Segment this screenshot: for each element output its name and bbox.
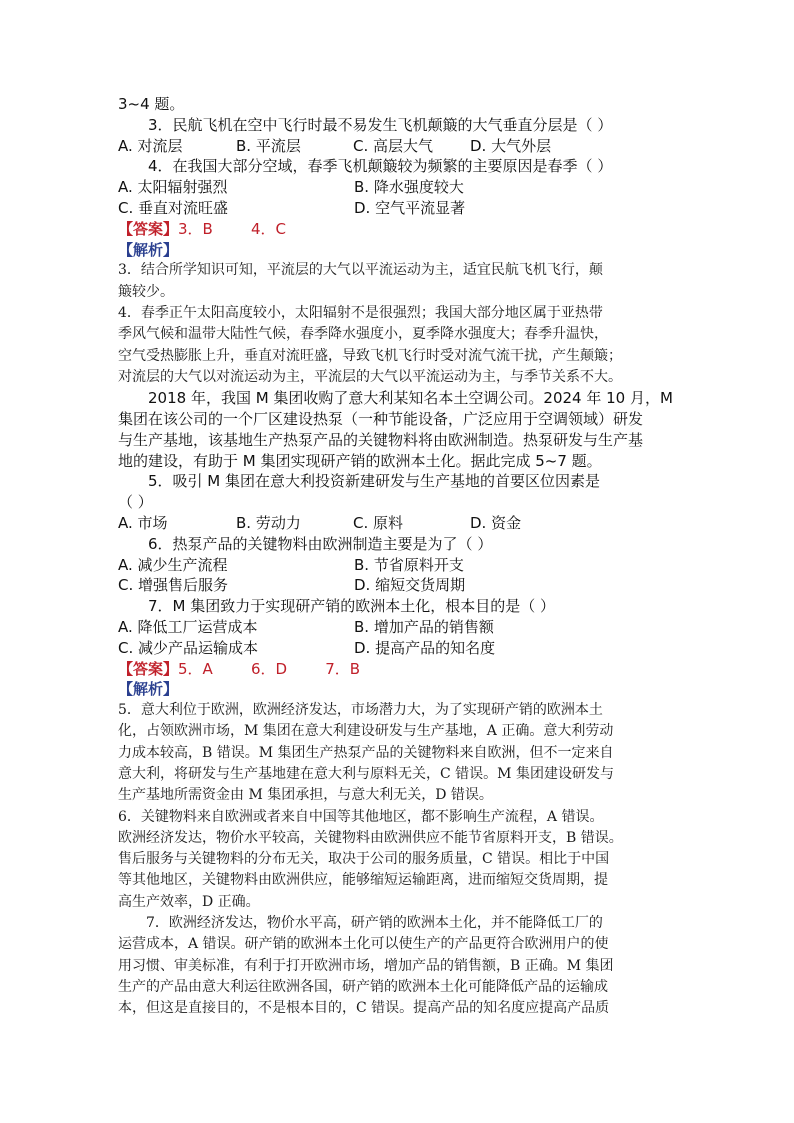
question-7-stem: 7．M 集团致力于实现研产销的欧洲本土化，根本目的是（ ）	[148, 597, 556, 616]
answer-tag: 【答案】	[118, 659, 179, 678]
document-content	[118, 94, 684, 1020]
q4-option-a: A. 太阳辐射强烈	[118, 178, 228, 197]
material-line: 集团在该公司的一个厂区建设热泵（一种节能设备，广泛应用于空调领域）研发	[118, 409, 644, 428]
q7-option-c: C. 减少产品运输成本	[118, 638, 259, 657]
explanation-line: 意大利，将研发与生产基地建在意大利与原料无关，C 错误。M 集团建设研发与	[118, 766, 614, 782]
explanation-1	[118, 260, 684, 388]
q7-option-d: D. 提高产品的知名度	[354, 638, 496, 657]
explanation-line: 空气受热膨胀上升，垂直对流旺盛，导致飞机飞行时受对流气流干扰，产生颠簸；	[118, 347, 622, 364]
q5-option-d: D. 资金	[470, 513, 522, 532]
question-5-stem: 5．吸引 M 集团在意大利投资新建研发与生产基地的首要区位因素是	[148, 472, 601, 491]
q4-option-c: C. 垂直对流旺盛	[118, 198, 229, 217]
q6-option-c: C. 增强售后服务	[118, 576, 229, 595]
explanation-line: 化，占领欧洲市场，M 集团在意大利建设研发与生产基地，A 正确。意大利劳动	[118, 723, 614, 740]
q4-option-d: D. 空气平流显著	[354, 198, 466, 217]
question-7-options-row1	[118, 617, 684, 638]
explanation-line: 力成本较高，B 错误。M 集团生产热泵产品的关键物料来自欧洲，但不一定来自	[118, 744, 614, 761]
question-4-options-row2	[118, 198, 684, 219]
material-line: 地的建设，有助于 M 集团实现研产销的欧洲本土化。据此完成 5~7 题。	[118, 451, 602, 470]
question-7-options-row2	[118, 638, 684, 659]
question-6-options-row2	[118, 575, 684, 596]
explanation-line: 本，但这是直接目的，不是根本目的，C 错误。提高产品的知名度应提高产品质	[118, 1000, 610, 1017]
material-paragraph	[118, 388, 684, 471]
answer-block-1	[118, 219, 684, 240]
q3-option-d: D. 大气外层	[470, 136, 552, 155]
explanation-line: 生产的产品由意大利运往欧洲各国，研产销的欧洲本土化可能降低产品的运输成	[118, 978, 608, 995]
answer-values: 3．B 4．C	[178, 219, 287, 238]
explanation-line: 7．欧洲经济发达，物价水平高，研产销的欧洲本土化，并不能降低工厂的	[146, 915, 603, 932]
explanation-line: 6．关键物料来自欧洲或者来自中国等其他地区，都不影响生产流程，A 错误。	[118, 808, 604, 825]
answer-block-2	[118, 659, 684, 680]
q7-option-b: B. 增加产品的销售额	[354, 617, 494, 636]
explanation-2	[118, 700, 684, 1019]
question-4-stem: 4．在我国大部分空域，春季飞机颠簸较为频繁的主要原因是春季（ ）	[148, 157, 613, 176]
q7-option-a: A. 降低工厂运营成本	[118, 617, 258, 636]
q5-option-c: C. 原料	[353, 513, 404, 532]
material-line: 2018 年，我国 M 集团收购了意大利某知名本土空调公司。2024 年 10 月，M	[148, 389, 673, 408]
q6-option-b: B. 节省原料开支	[354, 555, 464, 574]
answer-tag: 【答案】	[118, 219, 179, 238]
question-5-stem-bracket: （ ）	[118, 493, 153, 512]
explanation-line: 4．春季正午太阳高度较小，太阳辐射不是很强烈；我国大部分地区属于亚热带	[118, 304, 603, 321]
explanation-line: 等其他地区，关键物料由欧洲供应，能够缩短运输距离，进而缩短交货周期，提	[118, 872, 608, 889]
q6-option-d: D. 缩短交货周期	[354, 576, 466, 595]
question-4-options-row1	[118, 177, 684, 198]
q6-option-a: A. 减少生产流程	[118, 555, 228, 574]
q3-option-b: B. 平流层	[236, 136, 301, 155]
answer-values: 5．A 6．D 7．B	[178, 659, 361, 678]
explanation-line: 5．意大利位于欧洲，欧洲经济发达，市场潜力大，为了实现研产销的欧洲本土	[118, 702, 603, 719]
top-fragment: 3~4 题。	[118, 95, 185, 113]
question-3-stem: 3．民航飞机在空中飞行时最不易发生飞机颠簸的大气垂直分层是（ ）	[148, 115, 613, 134]
explanation-line: 用习惯、审美标准，有利于打开欧洲市场，增加产品的销售额，B 正确。M 集团	[118, 957, 614, 974]
explanation-tag-2: 【解析】	[118, 680, 179, 699]
explanation-line: 售后服务与关键物料的分布无关，取决于公司的服务质量，C 错误。相比于中国	[118, 851, 610, 868]
q3-option-c: C. 高层大气	[353, 136, 434, 155]
q5-option-a: A. 市场	[118, 513, 168, 532]
question-5-options	[118, 513, 684, 534]
q4-option-b: B. 降水强度较大	[354, 178, 464, 197]
explanation-line: 运营成本，A 错误。研产销的欧洲本土化可以使生产的产品更符合欧洲用户的使	[118, 936, 609, 953]
explanation-line: 欧洲经济发达，物价水平较高，关键物料由欧洲供应不能节省原料开支，B 错误。	[118, 829, 623, 846]
explanation-line: 季风气候和温带大陆性气候，春季降水强度小，夏季降水强度大；春季升温快，	[118, 326, 608, 343]
explanation-line: 生产基地所需资金由 M 集团承担，与意大利无关，D 错误。	[118, 787, 493, 804]
material-line: 与生产基地，该基地生产热泵产品的关键物料将由欧洲制造。热泵研发与生产基	[118, 430, 644, 449]
question-3-options	[118, 136, 684, 157]
explanation-line: 簸较少。	[118, 283, 174, 300]
question-6-options-row1	[118, 555, 684, 576]
q5-option-b: B. 劳动力	[236, 513, 301, 532]
q3-option-a: A. 对流层	[118, 136, 183, 155]
question-6-stem: 6．热泵产品的关键物料由欧洲制造主要是为了（ ）	[148, 534, 493, 553]
explanation-line: 高生产效率，D 正确。	[118, 893, 260, 910]
explanation-line: 对流层的大气以对流运动为主，平流层的大气以平流运动为主，与季节关系不大。	[118, 368, 622, 385]
explanation-line: 3．结合所学知识可知，平流层的大气以平流运动为主，适宜民航飞机飞行，颠	[118, 262, 603, 279]
explanation-tag-1: 【解析】	[118, 240, 179, 259]
